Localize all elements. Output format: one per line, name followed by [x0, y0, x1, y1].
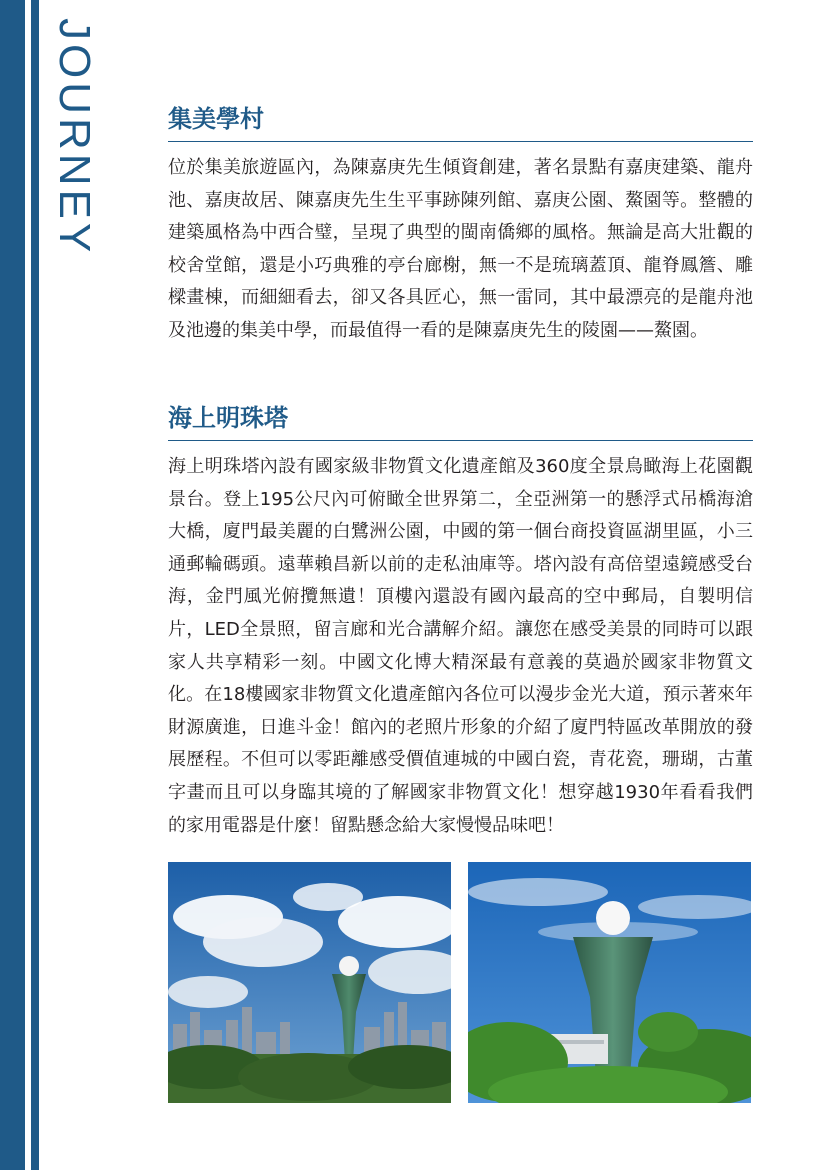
section-pearl-tower: [168, 402, 753, 842]
section-jimei: [168, 103, 753, 348]
tower-cityscape-photo: [168, 862, 451, 1103]
left-thin-bar: [31, 0, 39, 1170]
section-body: 海上明珠塔內設有國家級非物質文化遺產館及360度全景鳥瞰海上花園觀景台。登上195公尺內可俯瞰全世界第二，全亞洲第一的懸浮式吊橋海滄大橋，廈門最美麗的白鷺洲公園，中國的第一個台商投資區湖里區，小三通郵輪碼頭。遠華賴昌新以前的走私油庫等。塔內設有高倍望遠鏡感受台海，金門風光俯攬無遺！頂樓內還設有國內最高的空中郵局，自製明信片，LED全景照，留言廊和光合講解介紹。讓您在感受美景的同時可以跟家人共享精彩一刻。中國文化博大精深最有意義的莫過於國家非物質文化。在18樓國家非物質文化遺產館內各位可以漫步金光大道，預示著來年財源廣進，日進斗金！館內的老照片形象的介紹了廈門特區改革開放的發展歷程。不但可以零距離感受價值連城的中國白瓷，青花瓷，珊瑚，古董字畫而且可以身臨其境的了解國家非物質文化！想穿越1930年看看我們的家用電器是什麼！留點懸念給大家慢慢品味吧！: [168, 456, 753, 836]
tower-closeup-photo: [468, 862, 751, 1103]
section-title: 集美學村: [168, 105, 264, 133]
title-divider: [168, 141, 753, 142]
left-color-bar: [0, 0, 25, 1170]
section-title: 海上明珠塔: [168, 404, 288, 432]
section-body: 位於集美旅遊區內，為陳嘉庚先生傾資創建，著名景點有嘉庚建築、龍舟池、嘉庚故居、陳嘉庚先生生平事跡陳列館、嘉庚公園、鰲園等。整體的建築風格為中西合璧，呈現了典型的閩南僑鄉的風格。無論是高大壯觀的校舍堂館，還是小巧典雅的亭台廊榭，無一不是琉璃蓋頂、龍脊鳳簷、雕樑畫棟，而細細看去，卻又各具匠心，無一雷同，其中最漂亮的是龍舟池及池邊的集美中學，而最值得一看的是陳嘉庚先生的陵園——鰲園。: [168, 157, 753, 341]
title-divider: [168, 440, 753, 441]
sidebar-label: JOURNEY: [50, 18, 99, 257]
